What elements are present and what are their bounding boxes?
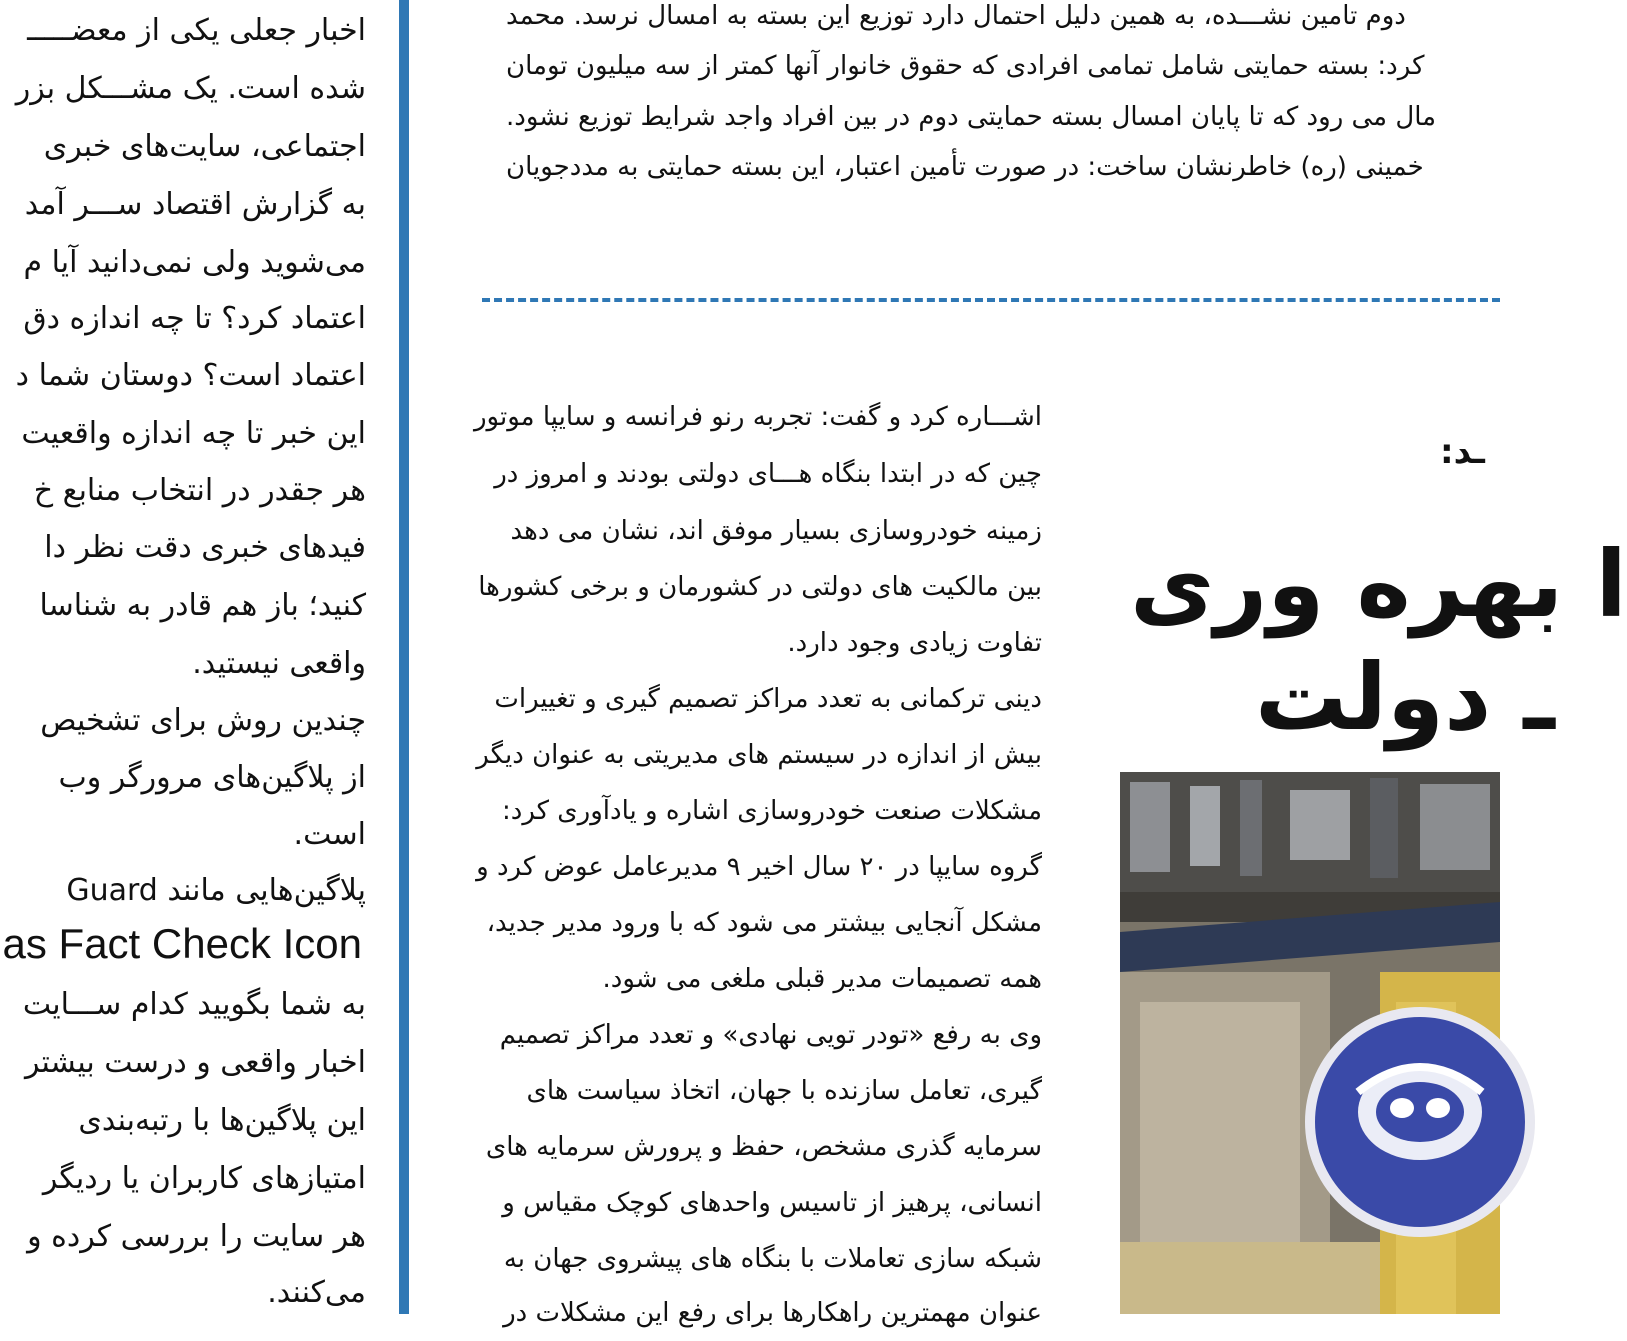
left-text-line: به شما بگویید کدام ســـایت: [22, 987, 366, 1022]
left-text-line: از پلاگین‌های مرورگر وب: [58, 760, 366, 795]
headline-kicker: ـد:: [1440, 432, 1485, 472]
top-text-line: مال می رود که تا پایان امسال بسته حمایتی دوم در بین افراد واجد شرایط توزیع نشود.: [506, 102, 1437, 132]
article-text-line: مشکل آنجایی بیشتر می شود که با ورود مدیر جدید،: [486, 908, 1042, 938]
top-text-line: خمینی (ره) خاطرنشان ساخت: در صورت تأمین اعتبار، این بسته حمایتی به مددجویان: [506, 152, 1424, 182]
top-text-line: دوم تامین نشـــده، به همین دلیل احتمال دارد توزیع این بسته به امسال نرسد. محمد: [506, 1, 1406, 31]
left-text-line: هر سایت را بررسی کرده و: [27, 1219, 366, 1254]
article-text-line: انسانی، پرهیز از تاسیس واحدهای کوچک مقیاس و: [502, 1188, 1042, 1218]
article-text-line: اشـــاره کرد و گفت: تجربه رنو فرانسه و سایپا موتور: [473, 402, 1042, 432]
left-text-line: اخبار واقعی و درست بیشتر: [24, 1045, 366, 1080]
left-text-line: این پلاگین‌ها با رتبه‌بندی: [78, 1103, 366, 1138]
article-text-line: چین که در ابتدا بنگاه هـــای دولتی بودند و امروز در: [494, 459, 1042, 489]
article-text-line: وی به رفع «تودر تویی نهادی» و تعدد مراکز تصمیم: [499, 1020, 1042, 1050]
column-divider-rule: [399, 0, 409, 1314]
article-text-line: بیش از اندازه در سیستم های مدیریتی به عنوان دیگر: [476, 740, 1042, 770]
article-photo: [1120, 772, 1500, 1314]
article-text-line: گروه سایپا در ۲۰ سال اخیر ۹ مدیرعامل عوض کرد و: [476, 852, 1042, 882]
left-text-line: شده است. یک مشـــکل بزر: [15, 71, 366, 106]
left-text-line: فیدهای خبری دقت نظر دا: [44, 530, 366, 565]
article-text-line: مشکلات صنعت خودروسازی اشاره و یادآوری کرد:: [501, 796, 1042, 826]
headline-line-2: ـ دولت: [1255, 644, 1555, 751]
top-text-line: کرد: بسته حمایتی شامل تمامی افرادی که حقوق خانوار آنها کمتر از سه میلیون تومان: [506, 51, 1425, 81]
article-text-line: همه تصمیمات مدیر قبلی ملغی می شود.: [602, 964, 1042, 994]
left-text-line: اجتماعی، سایت‌های خبری: [43, 129, 366, 164]
left-text-line: واقعی نیستید.: [192, 646, 366, 681]
left-text-line: کنید؛ باز هم قادر به شناسا: [39, 588, 366, 623]
left-text-line: می‌شوید ولی نمی‌دانید آیا م: [23, 245, 366, 280]
article-text-line: بین مالکیت های دولتی در کشورمان و برخی کشورها: [478, 572, 1042, 602]
left-text-line: اعتماد است؟ دوستان شما د: [15, 358, 366, 393]
section-divider-dashed: [482, 298, 1500, 302]
left-text-line: اخبار جعلی یکی از معضـــــ: [27, 13, 366, 48]
top-article-continuation: [488, 0, 1500, 200]
article-text-line: زمینه خودروسازی بسیار موفق اند، نشان می دهد: [510, 516, 1042, 546]
article-text-line: گیری، تعامل سازنده با جهان، اتخاذ سیاست های: [526, 1076, 1042, 1106]
left-text-line: به گزارش اقتصاد ســـر آمد: [24, 187, 366, 222]
article-body-column: [470, 390, 1050, 1328]
left-text-line: اعتماد کرد؟ تا چه اندازه دق: [23, 301, 366, 336]
article-text-line: دینی ترکمانی به تعدد مراکز تصمیم گیری و تغییرات: [494, 684, 1042, 714]
left-text-line: چندین روش برای تشخیص: [40, 703, 366, 738]
left-text-line: است.: [293, 817, 366, 852]
left-text-line: هر جقدر در انتخاب منابع خ: [33, 473, 366, 508]
factory-photo-illustration: [1120, 772, 1500, 1314]
article-text-line: سرمایه گذری مشخص، حفظ و پرورش سرمایه های: [485, 1132, 1042, 1162]
left-text-line: پلاگین‌هایی مانند Guard: [66, 873, 366, 908]
article-text-line: شبکه سازی تعاملات با بنگاه های پیشروی جهان به: [503, 1244, 1042, 1274]
left-text-line: می‌کنند.: [267, 1275, 366, 1310]
left-article-column: [0, 0, 398, 1314]
headline-line-1: ا بهره وری: [1130, 531, 1627, 638]
left-text-line: امتیازهای کاربران یا ردیگر: [42, 1161, 366, 1196]
article-text-line: عنوان مهمترین راهکارها برای رفع این مشکلات در: [503, 1298, 1042, 1328]
left-text-line: این خبر تا چه اندازه واقعیت: [21, 416, 366, 451]
left-text-latin-line: as Fact Check Icon: [2, 920, 362, 967]
article-text-line: تفاوت زیادی وجود دارد.: [787, 628, 1042, 658]
